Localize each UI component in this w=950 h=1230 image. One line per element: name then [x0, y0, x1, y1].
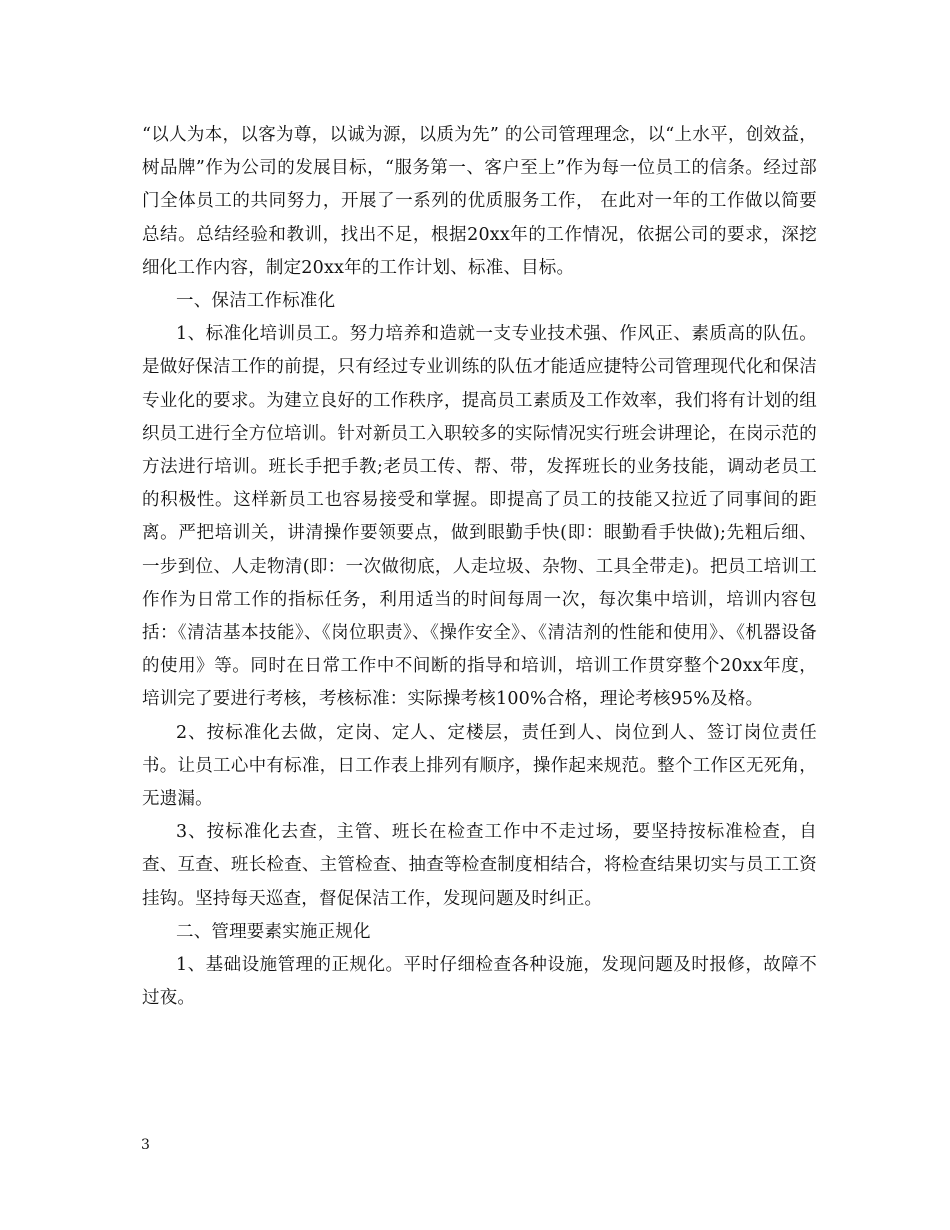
section-heading-2: 二、管理要素实施正规化: [176, 921, 371, 942]
section-heading-1: 一、保洁工作标准化: [176, 291, 336, 312]
intro-paragraph: “以人为本，以客为尊，以诚为源，以质为先” 的公司管理理念，以“上水平，创效益，树品牌”作为公司的发展目标，“服务第一、客户至上”作为每一位员工的信条。经过部门全体员工的共同努力，开展了一系列的优质服务工作， 在此对一年的工作做以简要总结。总结经验和教训，找出不足，根据20xx年的工作情况，依据公司的要求，深挖细化工作内容，制定20xx年的工作计划、标准、目标。: [142, 125, 817, 278]
paragraph-item-2-1: 1、基础设施管理的正规化。平时仔细检查各种设施，发现问题及时报修，故障不过夜。: [142, 955, 817, 1009]
document-body: [142, 119, 817, 1015]
paragraph-item-1-2: 2、按标准化去做，定岗、定人、定楼层，责任到人、岗位到人、签订岗位责任书。让员工心中有标准，日工作表上排列有顺序，操作起来规范。整个工作区无死角，无遗漏。: [142, 722, 817, 810]
page-number: 3: [141, 1137, 150, 1153]
paragraph-item-1-3: 3、按标准化去查，主管、班长在检查工作中不走过场，要坚持按标准检查，自查、互查、班长检查、主管检查、抽查等检查制度相结合，将检查结果切实与员工工资挂钩。坚持每天巡查，督促保洁工作，发现问题及时纠正。: [142, 822, 817, 909]
paragraph-item-1-1: 1、标准化培训员工。努力培养和造就一支专业技术强、作风正、素质高的队伍。是做好保洁工作的前提，只有经过专业训练的队伍才能适应捷特公司管理现代化和保洁专业化的要求。为建立良好的工作秩序，提高员工素质及工作效率，我们将有计划的组织员工进行全方位培训。针对新员工入职较多的实际情况实行班会讲理论，在岗示范的方法进行培训。班长手把手教;老员工传、帮、带，发挥班长的业务技能，调动老员工的积极性。这样新员工也容易接受和掌握。即提高了员工的技能又拉近了同事间的距离。严把培训关，讲清操作要领要点，做到眼勤手快(即：眼勤看手快做);先粗后细、一步到位、人走物清(即：一次做彻底，人走垃圾、杂物、工具全带走)。把员工培训工作作为日常工作的指标任务，利用适当的时间每周一次，每次集中培训，培训内容包括：《清洁基本技能》、《岗位职责》、《操作安全》、《清洁剂的性能和使用》、《机器设备的使用》等。同时在日常工作中不间断的指导和培训，培训工作贯穿整个20xx年度，培训完了要进行考核，考核标准：实际操考核100%合格，理论考核95%及格。: [142, 324, 817, 710]
